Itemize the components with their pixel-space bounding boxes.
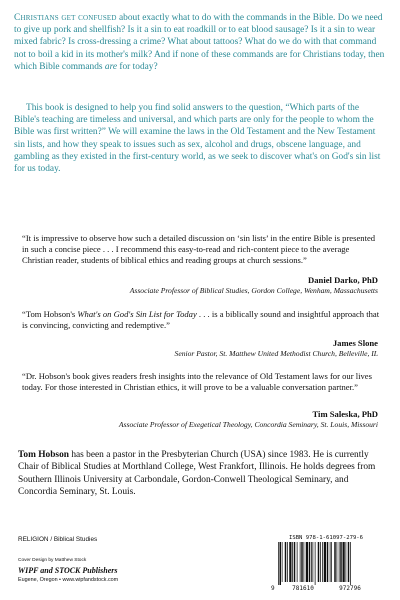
isbn-label: ISBN 978-1-61097-279-6 [288, 535, 364, 541]
author-bio-text: has been a pastor in the Presbyterian Church (USA) since 1983. He is currently Chair of Biblical Studies at Morthland College, West Frankfort, Illinois. He holds degrees from Southern Illinois University at Carbondale, Gordon-Conwell Theological Seminary, and Concordia Seminary, St. Louis. [18, 450, 376, 498]
endorser-role-2: Senior Pastor, St. Matthew United Methodist Church, Belleville, IL [174, 348, 378, 358]
barcode-bar [322, 542, 323, 582]
barcode-bar [337, 542, 338, 582]
endorser-role-3: Associate Professor of Exegetical Theology, Concordia Seminary, St. Louis, Missouri [118, 419, 378, 429]
barcode-bar [327, 542, 329, 582]
barcode-bar [324, 542, 326, 582]
barcode-bar [311, 542, 312, 582]
endorsement-quote-2-title: What's on God's Sin List for Today [77, 309, 197, 319]
endorsement-attribution-3 [22, 409, 378, 430]
intro-end: for today? [117, 61, 158, 72]
barcode-bar [346, 542, 347, 582]
barcode-bar [320, 542, 321, 582]
barcode-bar [331, 542, 332, 582]
publisher-location: Eugene, Oregon • www.wipfandstock.com [18, 577, 119, 583]
barcode-bar [343, 542, 345, 582]
endorsement-quote-2 [22, 309, 380, 331]
endorser-name-1: Daniel Darko, PhD [308, 275, 378, 285]
barcode-bar [287, 542, 288, 582]
barcode-bar [292, 542, 293, 582]
endorsement-attribution-2 [22, 338, 378, 359]
isbn-barcode [268, 532, 384, 592]
intro-text: about exactly what to do with the commands in the Bible. Do we need to give up pork and shellfish? Is it a sin to eat roadkill or to eat blood sausage? Is it a sin to wear mixed fabric? Is cross-dressing a crime? What about tattoos? What do we do with that command not to boil a kid in its mother's milk? And if none of these commands are for Christians today, then which Bible commands [14, 13, 385, 72]
author-bio [18, 449, 384, 499]
barcode-bar [304, 542, 305, 582]
barcode-bar [309, 542, 311, 582]
cover-design-credit: Cover Design by Matthew Stock [18, 558, 87, 563]
barcode-bar [340, 542, 342, 582]
category-label: RELIGION / Biblical Studies [18, 536, 98, 543]
intro-paragraph-1 [14, 12, 386, 73]
barcode-bar [301, 542, 303, 582]
intro-emphasis: are [104, 61, 118, 72]
barcode-bar [285, 542, 287, 582]
barcode-bar [297, 542, 298, 582]
publisher-name: WIPF and STOCK Publishers [18, 566, 118, 575]
endorser-name-2: James Slone [332, 338, 378, 348]
barcode-bar [315, 542, 316, 585]
endorsement-attribution-1 [22, 275, 378, 296]
barcode-bar [282, 542, 283, 582]
barcode-bar [339, 542, 340, 582]
barcode-bar [350, 542, 351, 585]
barcode-bar [300, 542, 301, 582]
endorsement-quote-1: “It is impressive to observe how such a detailed discussion on ‘sin lists’ in the entire Bible is presented in such a concise piece . . . I recommend this easy-to-read and rich-content piece to the average Christian reader, students of biblical ethics and reading groups at church sessions.” [22, 233, 376, 265]
barcode-digits-left: 781610 [292, 585, 314, 592]
intro-paragraph-2 [14, 102, 386, 175]
barcode-bar [280, 542, 282, 585]
barcode-bar [348, 542, 350, 582]
intro-paragraph-2-text: This book is designed to help you find solid answers to the question, “Which parts of the Bible's teaching are timeless and universal, and which parts are only for the people to whom the Bible was first written?” We will examine the laws in the Old Testament and the New Testament sin lists, and how they speak to issues such as sex, alcohol and drugs, obscene language, and gambling as they existed in the first-century world, as we seek to discover what's on God's sin list for us today. [14, 103, 381, 175]
barcode-bar [294, 542, 296, 582]
endorser-name-3: Tim Saleska, PhD [312, 409, 378, 419]
barcode-digits-right: 972796 [339, 585, 361, 592]
barcode-bar [330, 542, 331, 582]
barcode-bar [334, 542, 336, 582]
barcode-bar [306, 542, 308, 582]
barcode-bar [313, 542, 314, 582]
barcode-bar [318, 542, 320, 582]
intro-lead: Christians get confused [14, 13, 117, 23]
endorser-role-1: Associate Professor of Biblical Studies, Gordon College, Wenham, Massachusetts [129, 285, 378, 295]
endorsement-quote-3: “Dr. Hobson's book gives readers fresh insights into the relevance of Old Testament laws for our lives today. For those interested in Christian ethics, it will prove to be a valuable conversation partner.” [22, 371, 372, 392]
barcode-digit-lead: 9 [271, 585, 275, 592]
endorsement-quote-2-post: . . . is a biblically sound and insightful approach that is convincing, convicting and redemptive.” [22, 309, 380, 330]
barcode-bar [289, 542, 291, 582]
author-name: Tom Hobson [18, 450, 69, 460]
endorsement-quote-2-pre: “Tom Hobson's [22, 309, 78, 319]
barcode-bar [278, 542, 279, 585]
